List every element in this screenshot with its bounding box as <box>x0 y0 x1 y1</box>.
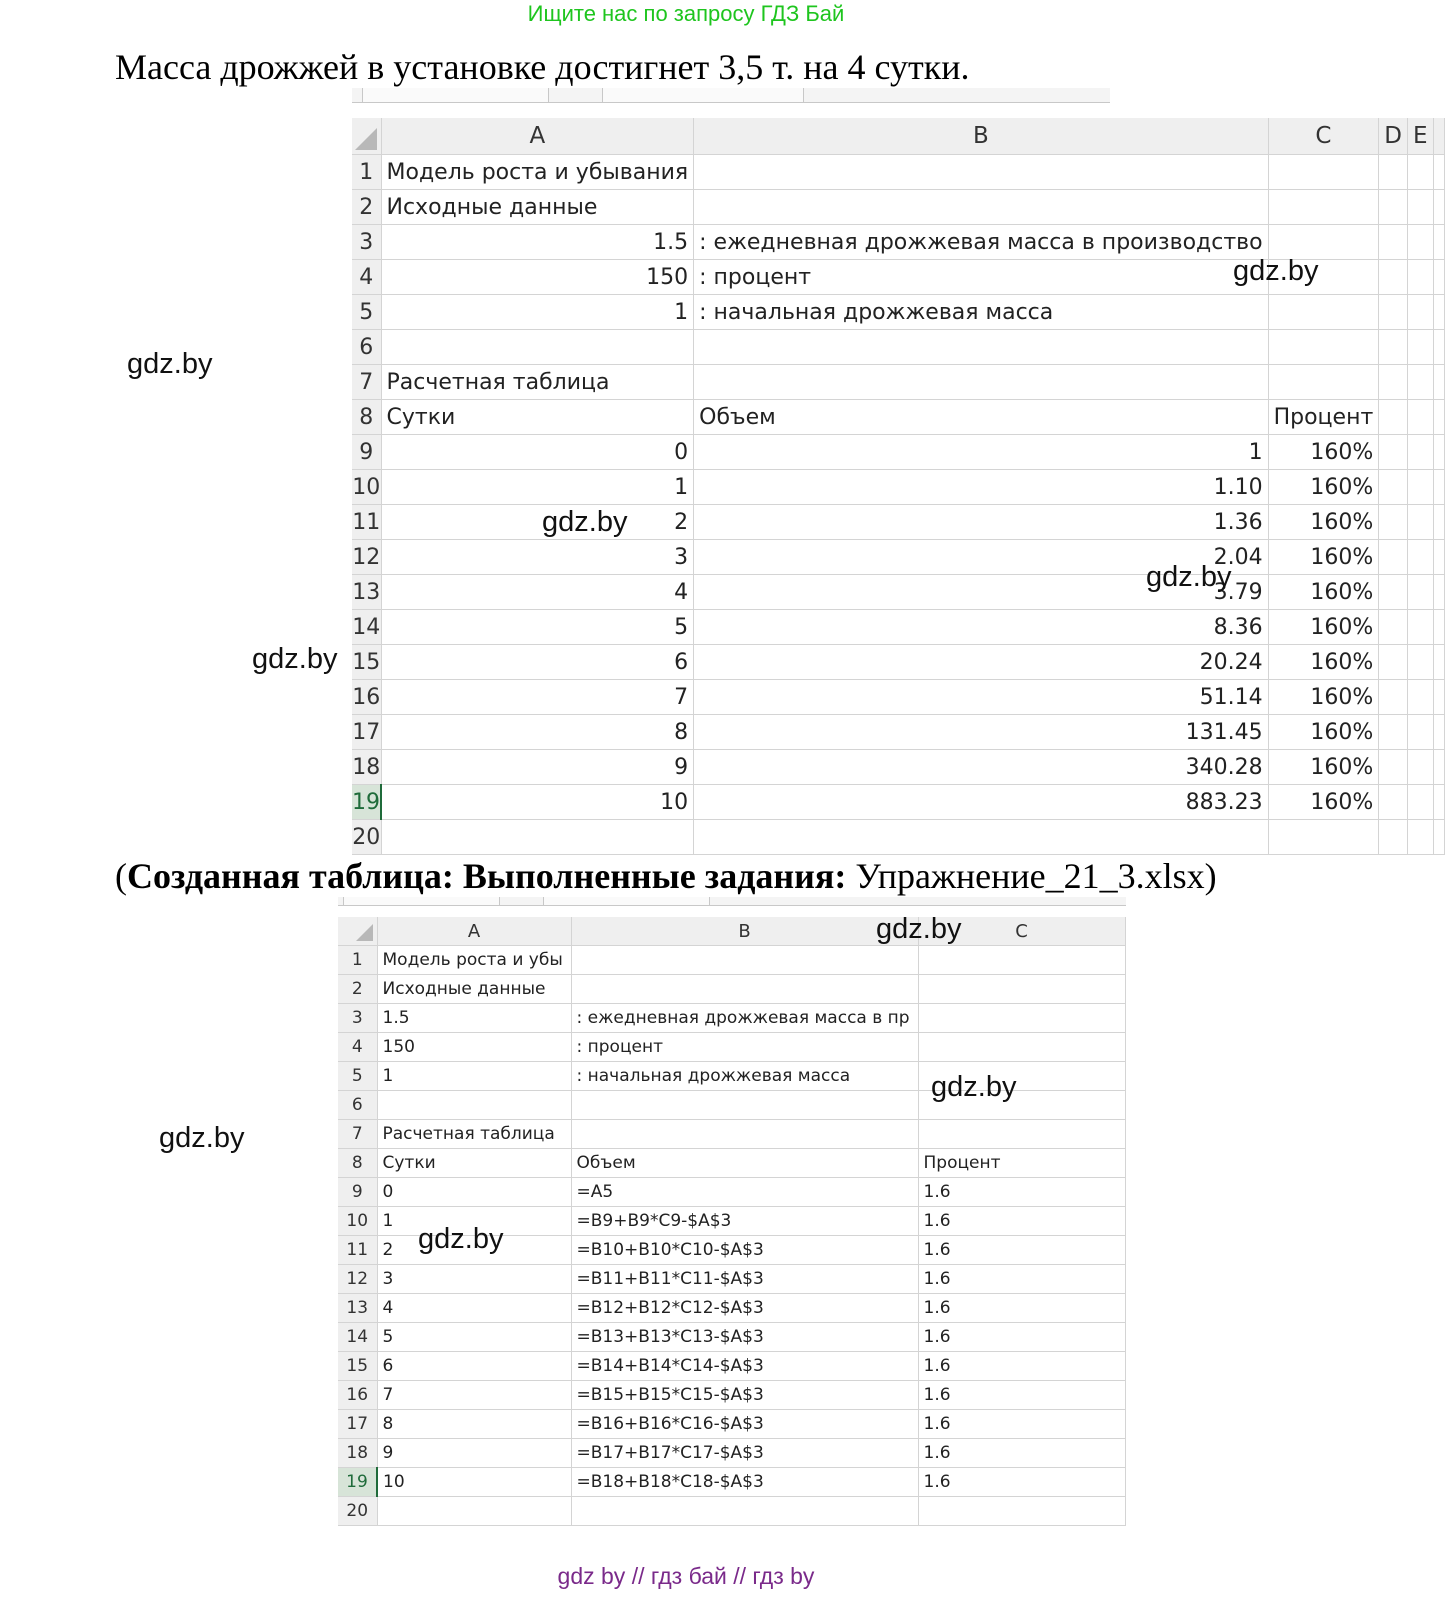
cell-b[interactable] <box>694 155 1268 190</box>
sheet-row <box>338 1178 1125 1207</box>
cell-c[interactable] <box>918 946 1125 975</box>
row-header[interactable]: 6 <box>338 1091 377 1120</box>
cell-a[interactable]: 5 <box>381 610 694 645</box>
cell-b[interactable]: Объем <box>571 1149 918 1178</box>
cell-c[interactable]: 1.6 <box>918 1352 1125 1381</box>
sheet-row <box>338 975 1125 1004</box>
cell-b[interactable]: =B10+B10*C10-$A$3 <box>571 1236 918 1265</box>
cell-b[interactable]: 2.04 <box>694 540 1268 575</box>
row-header[interactable]: 8 <box>338 1149 377 1178</box>
row-header[interactable]: 1 <box>338 946 377 975</box>
watermark: gdz.by <box>931 1071 1017 1103</box>
cell-a[interactable]: 3 <box>377 1265 571 1294</box>
sheet-row <box>338 1352 1125 1381</box>
cell-e[interactable] <box>1408 470 1434 505</box>
column-header[interactable]: E <box>1408 118 1434 155</box>
cell-c[interactable] <box>1268 365 1379 400</box>
cell-a[interactable]: 0 <box>381 435 694 470</box>
sheet-row <box>338 946 1125 975</box>
cell-a[interactable]: 150 <box>377 1033 571 1062</box>
cell-a[interactable]: 1 <box>377 1207 571 1236</box>
cell-e[interactable] <box>1408 785 1434 820</box>
sheet-row <box>352 155 1444 190</box>
column-header[interactable] <box>1433 118 1444 155</box>
cell-a[interactable]: 5 <box>377 1323 571 1352</box>
cell-d[interactable] <box>1379 260 1408 295</box>
row-header[interactable]: 12 <box>352 540 381 575</box>
watermark: gdz.by <box>159 1122 245 1154</box>
watermark: gdz.by <box>542 506 628 538</box>
column-header-row <box>338 917 1125 946</box>
row-header[interactable]: 8 <box>352 400 381 435</box>
cell-c[interactable]: 160% <box>1268 575 1379 610</box>
cell-a[interactable]: 1 <box>381 470 694 505</box>
cell-f[interactable] <box>1433 680 1444 715</box>
cell-a[interactable]: 4 <box>381 575 694 610</box>
cell-d[interactable] <box>1379 295 1408 330</box>
top-banner: Ищите нас по запросу ГДЗ Бай <box>527 1 845 26</box>
sheet-row <box>338 1497 1125 1526</box>
row-header[interactable]: 11 <box>352 505 381 540</box>
cell-c[interactable]: 1.6 <box>918 1265 1125 1294</box>
cell-e[interactable] <box>1408 295 1434 330</box>
cell-c[interactable]: Процент <box>918 1149 1125 1178</box>
cell-b[interactable] <box>694 365 1268 400</box>
cell-e[interactable] <box>1408 645 1434 680</box>
cell-d[interactable] <box>1379 470 1408 505</box>
cell-f[interactable] <box>1433 715 1444 750</box>
sheet-tab[interactable] <box>362 88 549 102</box>
cell-a[interactable]: 8 <box>377 1410 571 1439</box>
cell-f[interactable] <box>1433 260 1444 295</box>
cell-b[interactable]: =B14+B14*C14-$A$3 <box>571 1352 918 1381</box>
cell-d[interactable] <box>1379 365 1408 400</box>
cell-f[interactable] <box>1433 785 1444 820</box>
cell-b[interactable]: =B18+B18*C18-$A$3 <box>571 1468 918 1497</box>
cell-d[interactable] <box>1379 225 1408 260</box>
cell-d[interactable] <box>1379 505 1408 540</box>
row-header[interactable]: 4 <box>352 260 381 295</box>
sheet-row <box>352 505 1444 540</box>
cell-c[interactable]: 1.6 <box>918 1381 1125 1410</box>
row-header[interactable]: 14 <box>352 610 381 645</box>
cell-b[interactable]: : процент <box>694 260 1268 295</box>
watermark: gdz.by <box>252 643 338 675</box>
cell-c[interactable]: 1.6 <box>918 1410 1125 1439</box>
cell-e[interactable] <box>1408 680 1434 715</box>
cell-e[interactable] <box>1408 610 1434 645</box>
column-header[interactable]: A <box>377 917 571 946</box>
cell-b[interactable]: 1 <box>694 435 1268 470</box>
row-header[interactable]: 4 <box>338 1033 377 1062</box>
cell-e[interactable] <box>1408 575 1434 610</box>
cell-c[interactable] <box>1268 155 1379 190</box>
column-header[interactable]: A <box>381 118 694 155</box>
cell-a[interactable]: 9 <box>381 750 694 785</box>
cell-f[interactable] <box>1433 645 1444 680</box>
cell-d[interactable] <box>1379 190 1408 225</box>
cell-a[interactable]: 2 <box>381 505 694 540</box>
sheet-tab[interactable] <box>602 88 804 102</box>
row-header[interactable]: 13 <box>352 575 381 610</box>
row-header[interactable]: 5 <box>352 295 381 330</box>
cell-f[interactable] <box>1433 505 1444 540</box>
sheet-row <box>338 1323 1125 1352</box>
cell-d[interactable] <box>1379 435 1408 470</box>
row-header[interactable]: 14 <box>338 1323 377 1352</box>
cell-e[interactable] <box>1408 750 1434 785</box>
sheet-row <box>338 1149 1125 1178</box>
cell-c[interactable]: Процент <box>1268 400 1379 435</box>
row-header[interactable]: 7 <box>338 1120 377 1149</box>
cell-b[interactable]: 51.14 <box>694 680 1268 715</box>
cell-f[interactable] <box>1433 540 1444 575</box>
row-header[interactable]: 18 <box>338 1439 377 1468</box>
cell-e[interactable] <box>1408 400 1434 435</box>
cell-c[interactable]: 160% <box>1268 610 1379 645</box>
cell-c[interactable]: 1.6 <box>918 1207 1125 1236</box>
cell-f[interactable] <box>1433 470 1444 505</box>
cell-c[interactable]: 1.6 <box>918 1439 1125 1468</box>
row-header[interactable]: 13 <box>338 1294 377 1323</box>
caption-bold: Созданная таблица: Выполненные задания: <box>127 856 847 896</box>
cell-f[interactable] <box>1433 365 1444 400</box>
select-all-corner[interactable] <box>352 118 381 155</box>
column-header[interactable]: C <box>918 917 1125 946</box>
cell-a[interactable]: 9 <box>377 1439 571 1468</box>
row-header[interactable]: 9 <box>338 1178 377 1207</box>
row-header[interactable]: 17 <box>352 715 381 750</box>
cell-a[interactable] <box>381 330 694 365</box>
cell-b[interactable]: : ежедневная дрожжевая масса в производство <box>694 225 1268 260</box>
row-header[interactable]: 19 <box>338 1468 377 1497</box>
cell-a[interactable]: 1.5 <box>377 1004 571 1033</box>
row-header[interactable]: 15 <box>338 1352 377 1381</box>
watermark: gdz.by <box>1146 561 1232 593</box>
row-header[interactable]: 10 <box>352 470 381 505</box>
corner-triangle-icon <box>355 128 377 150</box>
sheet-row <box>352 295 1444 330</box>
cell-c[interactable]: 160% <box>1268 540 1379 575</box>
sheet-row <box>352 540 1444 575</box>
cell-b[interactable]: 3.79 <box>694 575 1268 610</box>
cell-a[interactable]: 4 <box>377 1294 571 1323</box>
row-header[interactable]: 16 <box>352 680 381 715</box>
sheet-tab-strip <box>352 88 1110 103</box>
cell-b[interactable]: : начальная дрожжевая масса <box>571 1062 918 1091</box>
caption-filename: Упражнение_21_3.xlsx) <box>846 856 1217 896</box>
cell-c[interactable] <box>1268 295 1379 330</box>
cell-b[interactable]: 1.10 <box>694 470 1268 505</box>
cell-a[interactable]: Модель роста и убывания <box>381 155 694 190</box>
row-header[interactable]: 3 <box>352 225 381 260</box>
row-header[interactable]: 19 <box>352 785 381 820</box>
cell-e[interactable] <box>1408 820 1434 855</box>
cell-d[interactable] <box>1379 610 1408 645</box>
cell-a[interactable]: 1.5 <box>381 225 694 260</box>
sheet-row <box>338 1120 1125 1149</box>
cell-c[interactable]: 160% <box>1268 785 1379 820</box>
select-all-corner[interactable] <box>338 917 377 946</box>
cell-b[interactable]: =B12+B12*C12-$A$3 <box>571 1294 918 1323</box>
cell-a[interactable]: 10 <box>381 785 694 820</box>
cell-e[interactable] <box>1408 190 1434 225</box>
watermark: gdz.by <box>1233 255 1319 287</box>
sheet-row <box>338 1265 1125 1294</box>
cell-a[interactable]: Модель роста и убы <box>377 946 571 975</box>
watermark: gdz.by <box>418 1223 504 1255</box>
cell-a[interactable]: 150 <box>381 260 694 295</box>
cell-e[interactable] <box>1408 225 1434 260</box>
cell-b[interactable]: 340.28 <box>694 750 1268 785</box>
footer-links: gdz by // гдз бай // гдз by <box>557 1563 815 1589</box>
cell-b[interactable]: =B13+B13*C13-$A$3 <box>571 1323 918 1352</box>
cell-c[interactable]: 1.6 <box>918 1294 1125 1323</box>
cell-b[interactable] <box>571 1120 918 1149</box>
cell-d[interactable] <box>1379 785 1408 820</box>
sheet-row <box>352 680 1444 715</box>
cell-a[interactable]: 3 <box>381 540 694 575</box>
column-header[interactable]: C <box>1268 118 1379 155</box>
cell-c[interactable]: 160% <box>1268 470 1379 505</box>
sheet-tab[interactable] <box>543 897 710 905</box>
cell-c[interactable] <box>918 1004 1125 1033</box>
sheet-row <box>352 470 1444 505</box>
column-header[interactable]: D <box>1379 118 1408 155</box>
row-header[interactable]: 7 <box>352 365 381 400</box>
values-grid <box>352 118 1445 855</box>
row-header[interactable]: 15 <box>352 645 381 680</box>
cell-c[interactable]: 160% <box>1268 750 1379 785</box>
sheet-row <box>338 1381 1125 1410</box>
row-header[interactable]: 6 <box>352 330 381 365</box>
sheet-row <box>338 1410 1125 1439</box>
cell-d[interactable] <box>1379 715 1408 750</box>
cell-a[interactable]: 7 <box>377 1381 571 1410</box>
cell-b[interactable]: Объем <box>694 400 1268 435</box>
cell-b[interactable]: =A5 <box>571 1178 918 1207</box>
sheet-row <box>338 1439 1125 1468</box>
sheet-tab[interactable] <box>343 897 500 905</box>
cell-c[interactable]: 160% <box>1268 505 1379 540</box>
cell-c[interactable] <box>918 975 1125 1004</box>
cell-b[interactable]: =B15+B15*C15-$A$3 <box>571 1381 918 1410</box>
cell-f[interactable] <box>1433 190 1444 225</box>
cell-c[interactable] <box>918 1497 1125 1526</box>
cell-f[interactable] <box>1433 330 1444 365</box>
cell-b[interactable]: 8.36 <box>694 610 1268 645</box>
sheet-row <box>352 365 1444 400</box>
caption-open-paren: ( <box>115 856 127 896</box>
cell-b[interactable] <box>571 1091 918 1120</box>
cell-a[interactable]: Исходные данные <box>381 190 694 225</box>
cell-d[interactable] <box>1379 645 1408 680</box>
cell-d[interactable] <box>1379 540 1408 575</box>
cell-d[interactable] <box>1379 155 1408 190</box>
cell-b[interactable]: : ежедневная дрожжевая масса в пр <box>571 1004 918 1033</box>
cell-a[interactable]: 10 <box>377 1468 571 1497</box>
row-header[interactable]: 17 <box>338 1410 377 1439</box>
sheet-row <box>352 190 1444 225</box>
column-header-row <box>352 118 1444 155</box>
watermark: gdz.by <box>127 348 213 380</box>
corner-triangle-icon <box>356 924 373 941</box>
cell-b[interactable] <box>571 975 918 1004</box>
cell-a[interactable] <box>377 1091 571 1120</box>
cell-a[interactable]: Сутки <box>377 1149 571 1178</box>
cell-f[interactable] <box>1433 400 1444 435</box>
cell-c[interactable] <box>1268 820 1379 855</box>
cell-a[interactable]: Сутки <box>381 400 694 435</box>
cell-f[interactable] <box>1433 610 1444 645</box>
row-header[interactable]: 10 <box>338 1207 377 1236</box>
sheet-tab-strip <box>338 897 1126 906</box>
cell-c[interactable] <box>918 1033 1125 1062</box>
cell-d[interactable] <box>1379 575 1408 610</box>
cell-d[interactable] <box>1379 330 1408 365</box>
cell-e[interactable] <box>1408 155 1434 190</box>
row-header[interactable]: 2 <box>338 975 377 1004</box>
cell-b[interactable]: =B16+B16*C16-$A$3 <box>571 1410 918 1439</box>
row-header[interactable]: 2 <box>352 190 381 225</box>
cell-b[interactable]: 883.23 <box>694 785 1268 820</box>
caption <box>115 853 1217 899</box>
sheet-row <box>352 645 1444 680</box>
cell-a[interactable]: 1 <box>377 1062 571 1091</box>
cell-c[interactable]: 1.6 <box>918 1178 1125 1207</box>
cell-c[interactable]: 160% <box>1268 435 1379 470</box>
cell-a[interactable]: 6 <box>377 1352 571 1381</box>
cell-c[interactable] <box>1268 190 1379 225</box>
sheet-row <box>338 1294 1125 1323</box>
cell-a[interactable] <box>381 820 694 855</box>
cell-b[interactable] <box>694 330 1268 365</box>
row-header[interactable]: 12 <box>338 1265 377 1294</box>
cell-a[interactable]: 6 <box>381 645 694 680</box>
cell-c[interactable]: 1.6 <box>918 1468 1125 1497</box>
cell-b[interactable]: 1.36 <box>694 505 1268 540</box>
cell-b[interactable]: : начальная дрожжевая масса <box>694 295 1268 330</box>
cell-c[interactable] <box>1268 330 1379 365</box>
cell-d[interactable] <box>1379 400 1408 435</box>
row-header[interactable]: 20 <box>352 820 381 855</box>
cell-c[interactable]: 1.6 <box>918 1323 1125 1352</box>
spreadsheet-formulas <box>338 897 1126 1527</box>
cell-a[interactable]: 8 <box>381 715 694 750</box>
column-header[interactable]: B <box>571 917 918 946</box>
cell-b[interactable]: 20.24 <box>694 645 1268 680</box>
cell-e[interactable] <box>1408 435 1434 470</box>
row-header[interactable]: 20 <box>338 1497 377 1526</box>
sheet-row <box>338 1468 1125 1497</box>
cell-e[interactable] <box>1408 715 1434 750</box>
cell-e[interactable] <box>1408 260 1434 295</box>
cell-c[interactable]: 160% <box>1268 715 1379 750</box>
cell-c[interactable] <box>918 1120 1125 1149</box>
row-header[interactable]: 5 <box>338 1062 377 1091</box>
sheet-row <box>352 820 1444 855</box>
cell-b[interactable]: =B9+B9*C9-$A$3 <box>571 1207 918 1236</box>
cell-b[interactable]: =B11+B11*C11-$A$3 <box>571 1265 918 1294</box>
row-header[interactable]: 1 <box>352 155 381 190</box>
cell-c[interactable]: 160% <box>1268 680 1379 715</box>
cell-a[interactable]: Расчетная таблица <box>381 365 694 400</box>
cell-a[interactable]: 2 <box>377 1236 571 1265</box>
cell-f[interactable] <box>1433 225 1444 260</box>
cell-f[interactable] <box>1433 820 1444 855</box>
cell-d[interactable] <box>1379 680 1408 715</box>
cell-a[interactable]: 1 <box>381 295 694 330</box>
row-header[interactable]: 11 <box>338 1236 377 1265</box>
sheet-row <box>352 610 1444 645</box>
cell-b[interactable]: =B17+B17*C17-$A$3 <box>571 1439 918 1468</box>
sheet-row <box>352 575 1444 610</box>
sheet-row <box>338 1033 1125 1062</box>
cell-c[interactable]: 1.6 <box>918 1236 1125 1265</box>
row-header[interactable]: 18 <box>352 750 381 785</box>
cell-f[interactable] <box>1433 575 1444 610</box>
cell-e[interactable] <box>1408 365 1434 400</box>
cell-e[interactable] <box>1408 540 1434 575</box>
cell-a[interactable] <box>377 1497 571 1526</box>
row-header[interactable]: 9 <box>352 435 381 470</box>
row-header[interactable]: 3 <box>338 1004 377 1033</box>
cell-f[interactable] <box>1433 155 1444 190</box>
cell-d[interactable] <box>1379 820 1408 855</box>
cell-a[interactable]: Расчетная таблица <box>377 1120 571 1149</box>
sheet-row <box>338 1004 1125 1033</box>
cell-b[interactable]: : процент <box>571 1033 918 1062</box>
cell-f[interactable] <box>1433 435 1444 470</box>
cell-b[interactable]: 131.45 <box>694 715 1268 750</box>
cell-b[interactable] <box>694 820 1268 855</box>
cell-c[interactable]: 160% <box>1268 645 1379 680</box>
cell-e[interactable] <box>1408 330 1434 365</box>
cell-f[interactable] <box>1433 295 1444 330</box>
cell-b[interactable] <box>571 1497 918 1526</box>
sheet-row <box>352 330 1444 365</box>
column-header[interactable]: B <box>694 118 1268 155</box>
cell-e[interactable] <box>1408 505 1434 540</box>
cell-b[interactable] <box>694 190 1268 225</box>
cell-d[interactable] <box>1379 750 1408 785</box>
row-header[interactable]: 16 <box>338 1381 377 1410</box>
sheet-row <box>352 715 1444 750</box>
cell-a[interactable]: 7 <box>381 680 694 715</box>
sheet-row <box>352 785 1444 820</box>
sheet-row <box>352 750 1444 785</box>
cell-a[interactable]: Исходные данные <box>377 975 571 1004</box>
cell-a[interactable]: 0 <box>377 1178 571 1207</box>
cell-b[interactable] <box>571 946 918 975</box>
sheet-row <box>352 400 1444 435</box>
cell-f[interactable] <box>1433 750 1444 785</box>
answer-heading: Масса дрожжей в установке достигнет 3,5 т. на 4 сутки. <box>115 47 970 87</box>
sheet-row <box>352 435 1444 470</box>
watermark: gdz.by <box>876 913 962 945</box>
